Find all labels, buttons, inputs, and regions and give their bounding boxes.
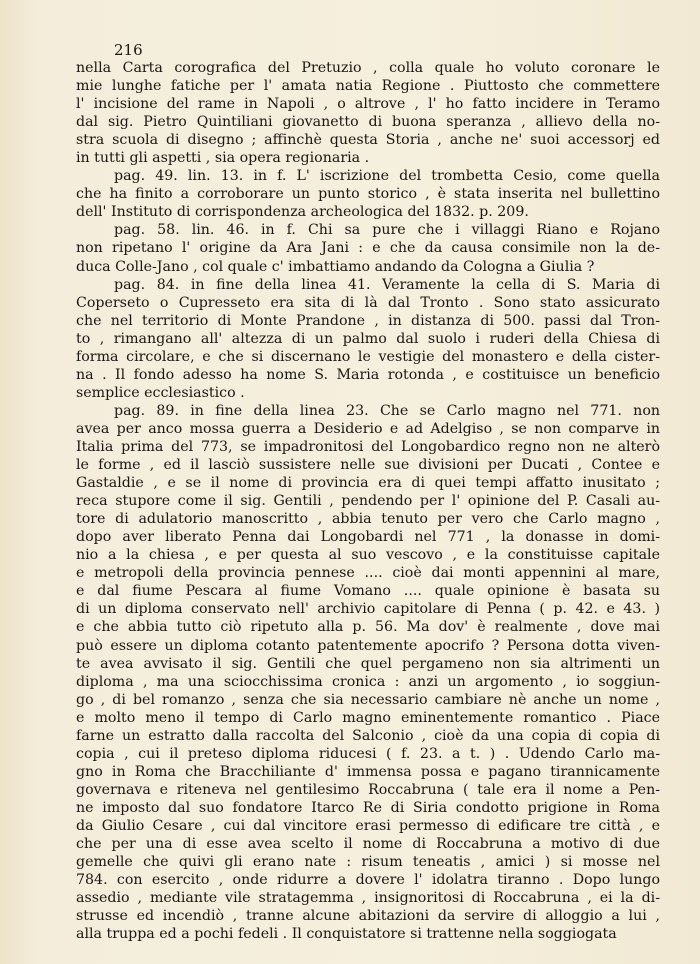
text-line: Italia prima del 773, se impadronitosi del Longobardico regno non ne alterò [76,438,660,455]
text-line: non ripetano l' origine da Ara Jani : e che da causa consimile non la de- [76,240,660,257]
text-line: nella Carta corografica del Pretuzio , colla quale ho voluto coronare le [76,60,660,76]
text-line: pag. 58. lin. 46. in f. Chi sa pure che i villaggi Riano e Rojano [114,222,660,239]
text-line: da Giulio Cesare , cui dal vincitore erasi permesso di edificare tre città , e [76,817,660,834]
text-line: di un diploma conservato nell' archivio capitolare di Penna ( p. 42. e 43. ) [76,601,660,618]
page-number: 216 [114,41,143,59]
body-text [76,59,660,943]
text-line: dal sig. Pietro Quintiliani giovanetto di buona speranza , allievo della no- [76,114,660,131]
text-line: Coperseto o Cupresseto era sita di là dal Tronto . Sono stato assicurato [76,294,660,311]
text-line: che per una di esse avea scelto il nome di Roccabruna a motivo di due [76,836,660,853]
text-line: avea per anco mossa guerra a Desiderio e ad Adelgiso , se non comparve in [76,420,660,437]
text-line: copia , cui il preteso diploma riducesi ( f. 23. a t. ) . Udendo Carlo ma- [76,745,660,762]
text-line: duca Colle-Jano , col quale c' imbattiamo andando da Cologna a Giulia ? [76,258,595,275]
text-line: forma circolare, e che si discernano le vestigie del monastero e della cister- [76,348,660,365]
text-line: stra scuola di disegno ; affinchè questa Storia , anche ne' suoi accessorj ed [76,132,660,149]
text-line: mie lunghe fatiche per l' amata natia Regione . Piuttosto che commettere [76,78,660,95]
text-line: e che abbia tutto ciò ripetuto alla p. 56. Ma dov' è realmente , dove mai [76,619,660,636]
text-line: nio a la chiesa , e per questa al suo vescovo , e la constituisse capitale [76,547,660,564]
text-line: dell' Instituto di corrispondenza archeologica del 1832. p. 209. [76,204,529,221]
text-line: 784. con esercito , onde ridurre a dovere l' idolatra tiranno . Dopo lungo [76,872,660,889]
text-line: gemelle che quivi gli erano nate : risum teneatis , amici ) si mosse nel [76,854,660,871]
text-line: tore di adulatorio manoscritto , abbia tenuto per vero che Carlo magno , [76,511,660,528]
text-line: assedio , mediante vile stratagemma , insignoritosi di Roccabruna , ei la di- [76,890,660,907]
text-line: alla truppa ed a pochi fedeli . Il conquistatore si trattenne nella soggiogata [76,926,617,943]
text-line: e dal fiume Pescara al fiume Vomano .... quale opinione è basata su [76,583,660,600]
text-line: to , rimangano all' altezza di un palmo dal suolo i ruderi della Chiesa di [76,330,660,347]
text-line: che ha finito a corroborare un punto storico , è stata inserita nel bullettino [76,186,660,203]
text-line: strusse ed incendiò , tranne alcune abitazioni da servire di alloggio a lui , [76,908,660,925]
text-line: Gastaldie , e se il nome di provincia era di quei tempi affatto inusitato ; [76,475,660,492]
text-line: gno in Roma che Bracchiliante d' immensa possa e pagano tirannicamente [76,763,660,780]
text-line: le forme , ed il lasciò sussistere nelle sue divisioni per Ducati , Contee e [76,457,660,474]
text-line: na . Il fondo adesso ha nome S. Maria rotonda , e costituisce un beneficio [76,366,660,383]
text-line: e metropoli della provincia pennese .... cioè dai monti appennini al mare, [76,565,660,582]
text-line: che nel territorio di Monte Prandone , in distanza di 500. passi dal Tron- [76,312,660,329]
text-line: ne imposto dal suo fondatore Itarco Re di Siria condotto prigione in Roma [76,799,660,816]
text-line: l' incisione del rame in Napoli , o altrove , l' ho fatto incidere in Teramo [76,96,660,113]
text-line: pag. 49. lin. 13. in f. L' iscrizione del trombetta Cesio, come quella [114,168,660,185]
text-line: dopo aver liberato Penna dai Longobardi nel 771 , la donasse in domi- [76,529,660,546]
text-line: semplice ecclesiastico . [76,384,245,401]
text-line: go , di bel romanzo , senza che sia necessario cambiare nè anche un nome , [76,691,660,708]
text-line: in tutti gli aspetti , sia opera regionaria . [76,150,370,167]
text-line: te avea avvisato il sig. Gentili che quel pergameno non sia altrimenti un [76,655,660,672]
text-line: governava e riteneva nel gentilesimo Roccabruna ( tale era il nome a Pen- [76,781,660,798]
text-line: può essere un diploma cotanto patentemente apocrifo ? Persona dotta viven- [76,637,660,654]
text-line: pag. 84. in fine della linea 41. Veramente la cella di S. Maria di [114,276,660,293]
text-line: e molto meno il tempo di Carlo magno eminentemente romantico . Piace [76,709,660,726]
text-line: farne un estratto dalla raccolta del Salconio , cioè da una copia di copia di [76,727,660,744]
text-line: diploma , ma una sciocchissima cronica : anzi un argomento , io soggiun- [76,673,660,690]
text-line: reca stupore come il sig. Gentili , pendendo per l' opinione del P. Casali au- [76,493,660,510]
text-line: pag. 89. in fine della linea 23. Che se Carlo magno nel 771. non [114,402,660,419]
